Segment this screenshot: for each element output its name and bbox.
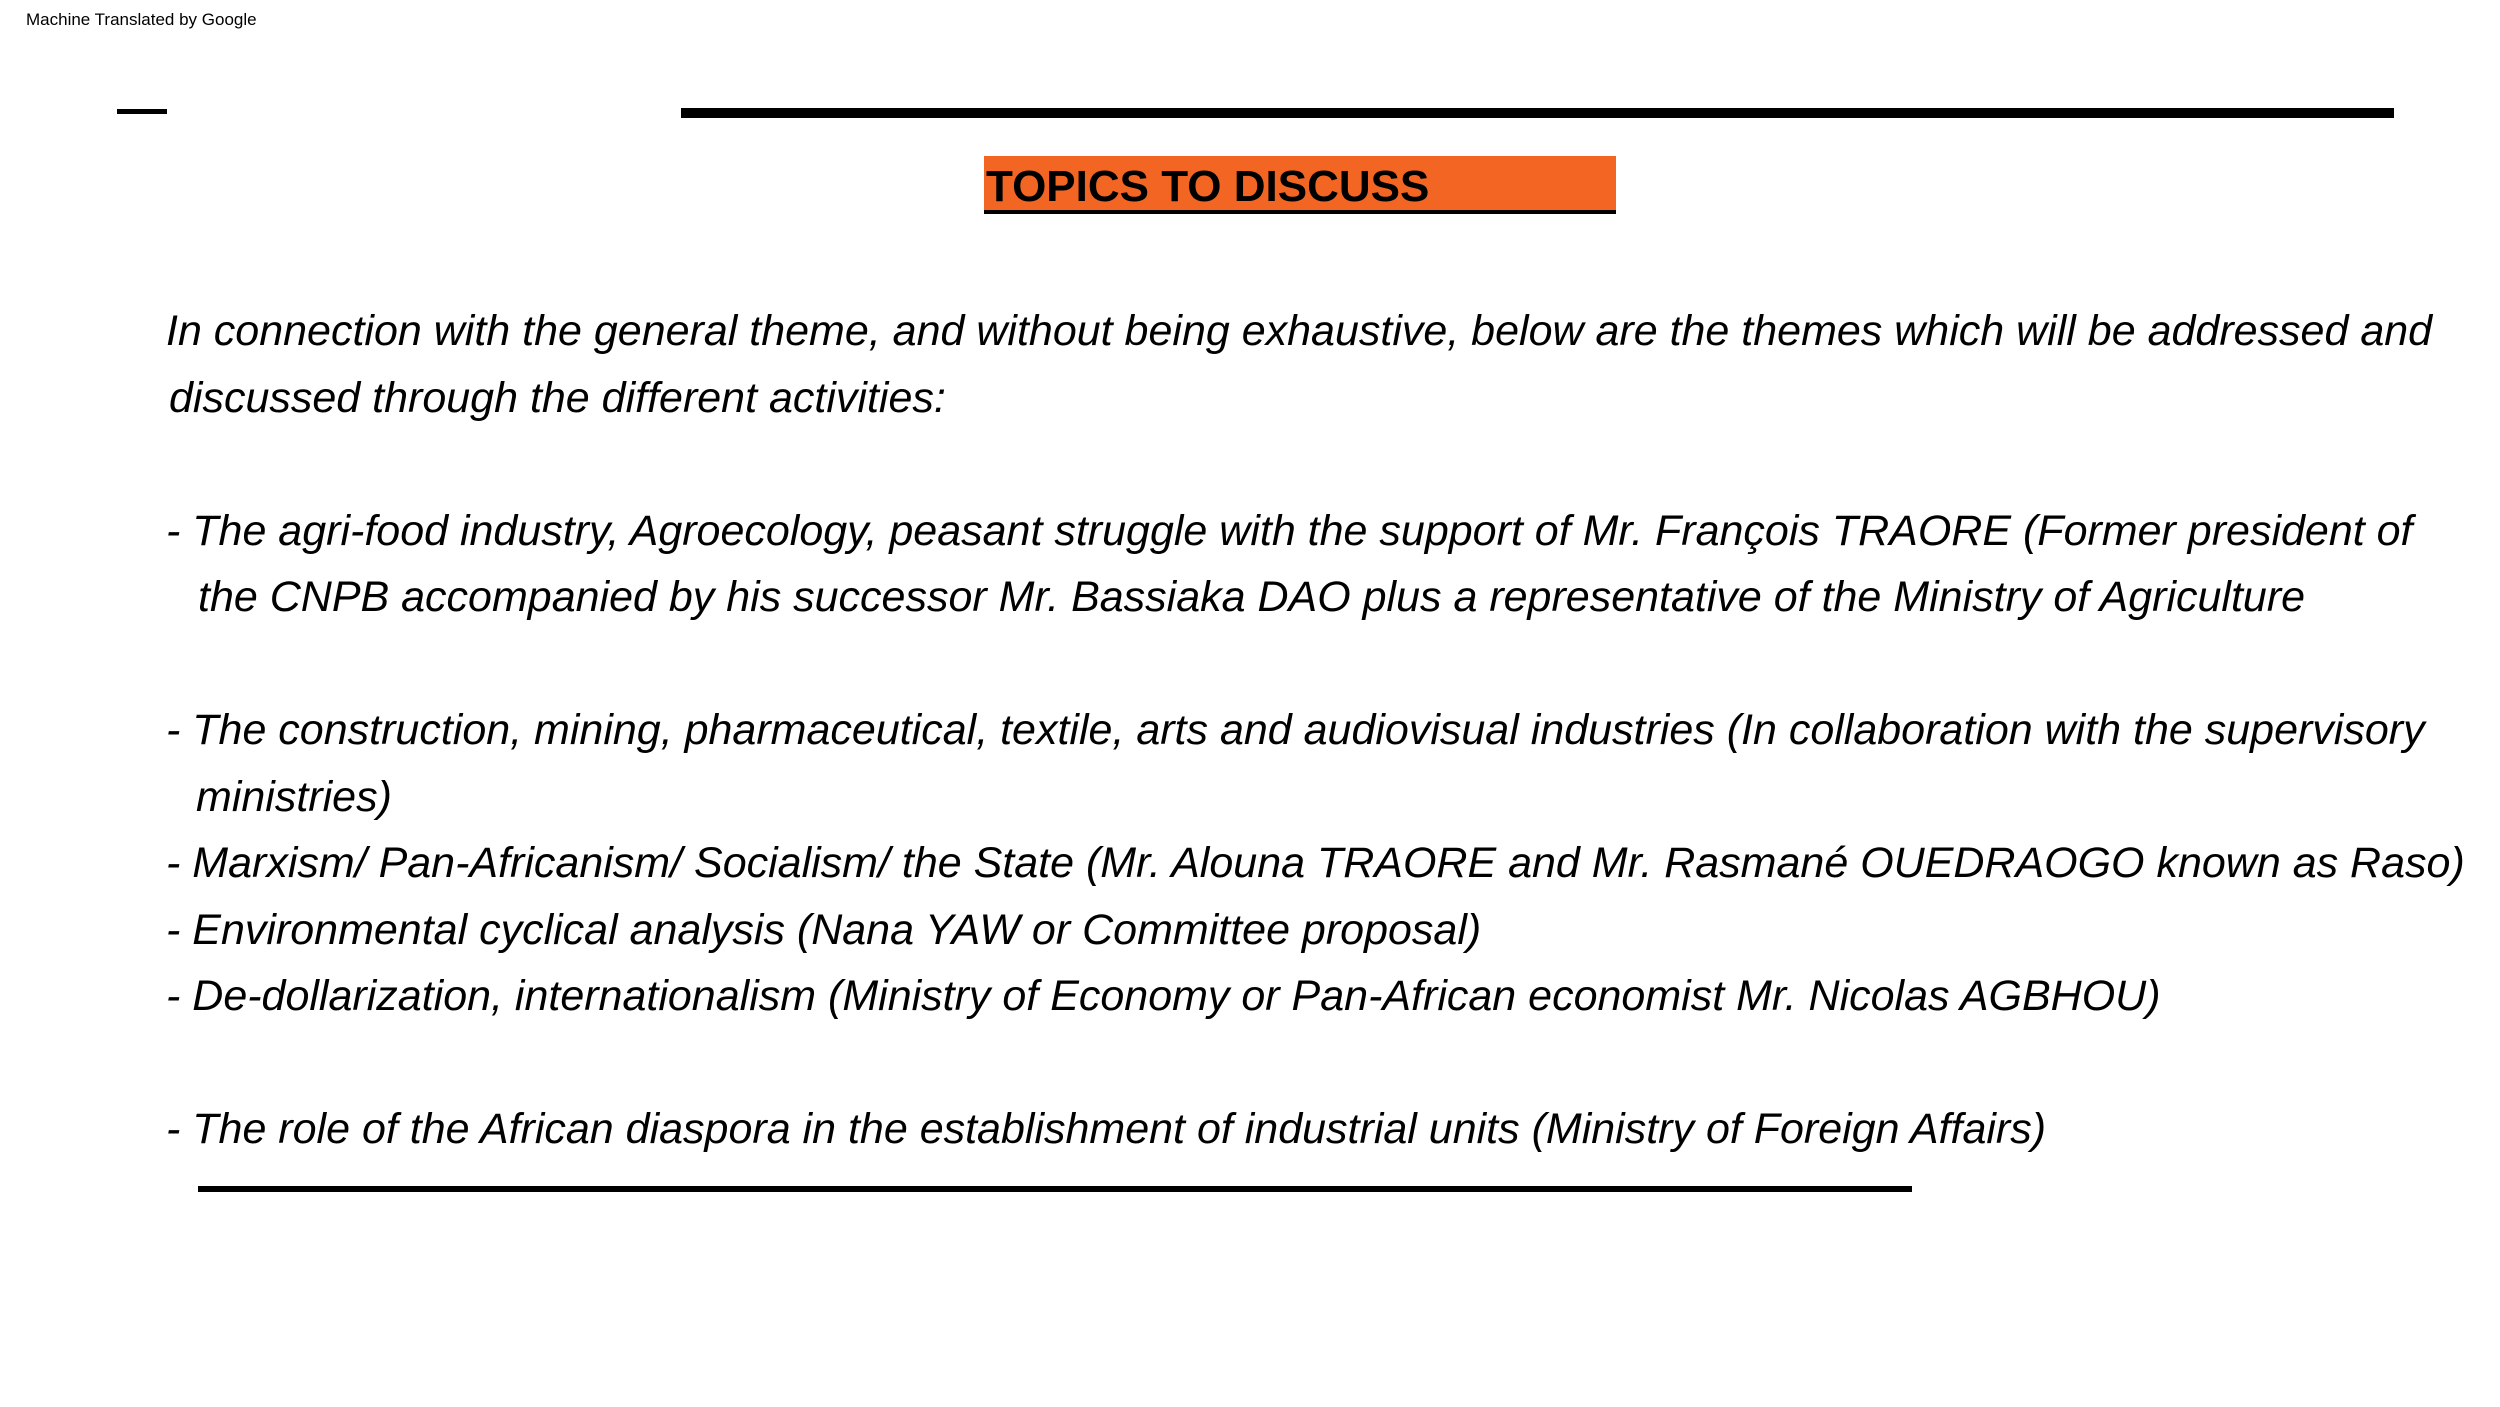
topic-item-environment: [166, 897, 2486, 964]
header-short-rule: [117, 109, 167, 114]
intro-line-1: In connection with the general theme, and without being exhaustive, below are the themes which will be addressed and: [166, 307, 2433, 355]
topic-line: - De-dollarization, internationalism (Ministry of Economy or Pan-African economist Mr. Nicolas AGBHOU): [166, 972, 2161, 1020]
topic-item-marxism: [166, 830, 2486, 897]
topic-line: - The agri-food industry, Agroecology, peasant struggle with the support of Mr. François TRAORE (Former president of: [166, 506, 2413, 555]
intro-line-2: discussed through the different activities:: [169, 373, 946, 422]
footer-rule: [198, 1186, 1912, 1192]
topic-line: - The role of the African diaspora in the establishment of industrial units (Ministry of Foreign Affairs): [166, 1105, 2047, 1153]
section-heading: [984, 156, 1616, 214]
topic-line: - Marxism/ Pan-Africanism/ Socialism/ the State (Mr. Alouna TRAORE and Mr. Rasmané OUEDRAOGO known as Raso): [166, 839, 2465, 887]
machine-translation-notice: Machine Translated by Google: [26, 10, 257, 29]
topic-line: - Environmental cyclical analysis (Nana YAW or Committee proposal): [166, 905, 1482, 954]
topic-item-diaspora: [166, 1096, 2486, 1163]
topic-item-dedollarization: [166, 963, 2486, 1030]
spacer: [166, 1030, 2486, 1097]
spacer: [166, 631, 2486, 698]
topic-item-industries: [166, 697, 2486, 830]
intro-paragraph: [166, 298, 2486, 431]
topic-line: - The construction, mining, pharmaceutical, textile, arts and audiovisual industries (In collaboration with the supervisory: [166, 706, 2425, 754]
section-heading-text: TOPICS TO DISCUSS: [986, 162, 1430, 211]
header-long-rule: [681, 108, 2394, 118]
document-body: [166, 298, 2486, 1163]
topic-item-agrifood: [166, 498, 2486, 631]
spacer: [166, 431, 2486, 498]
topic-line-continued: ministries): [196, 772, 392, 821]
topic-line-continued: the CNPB accompanied by his successor Mr. Bassiaka DAO plus a representative of the Ministry of Agriculture: [198, 573, 2306, 621]
